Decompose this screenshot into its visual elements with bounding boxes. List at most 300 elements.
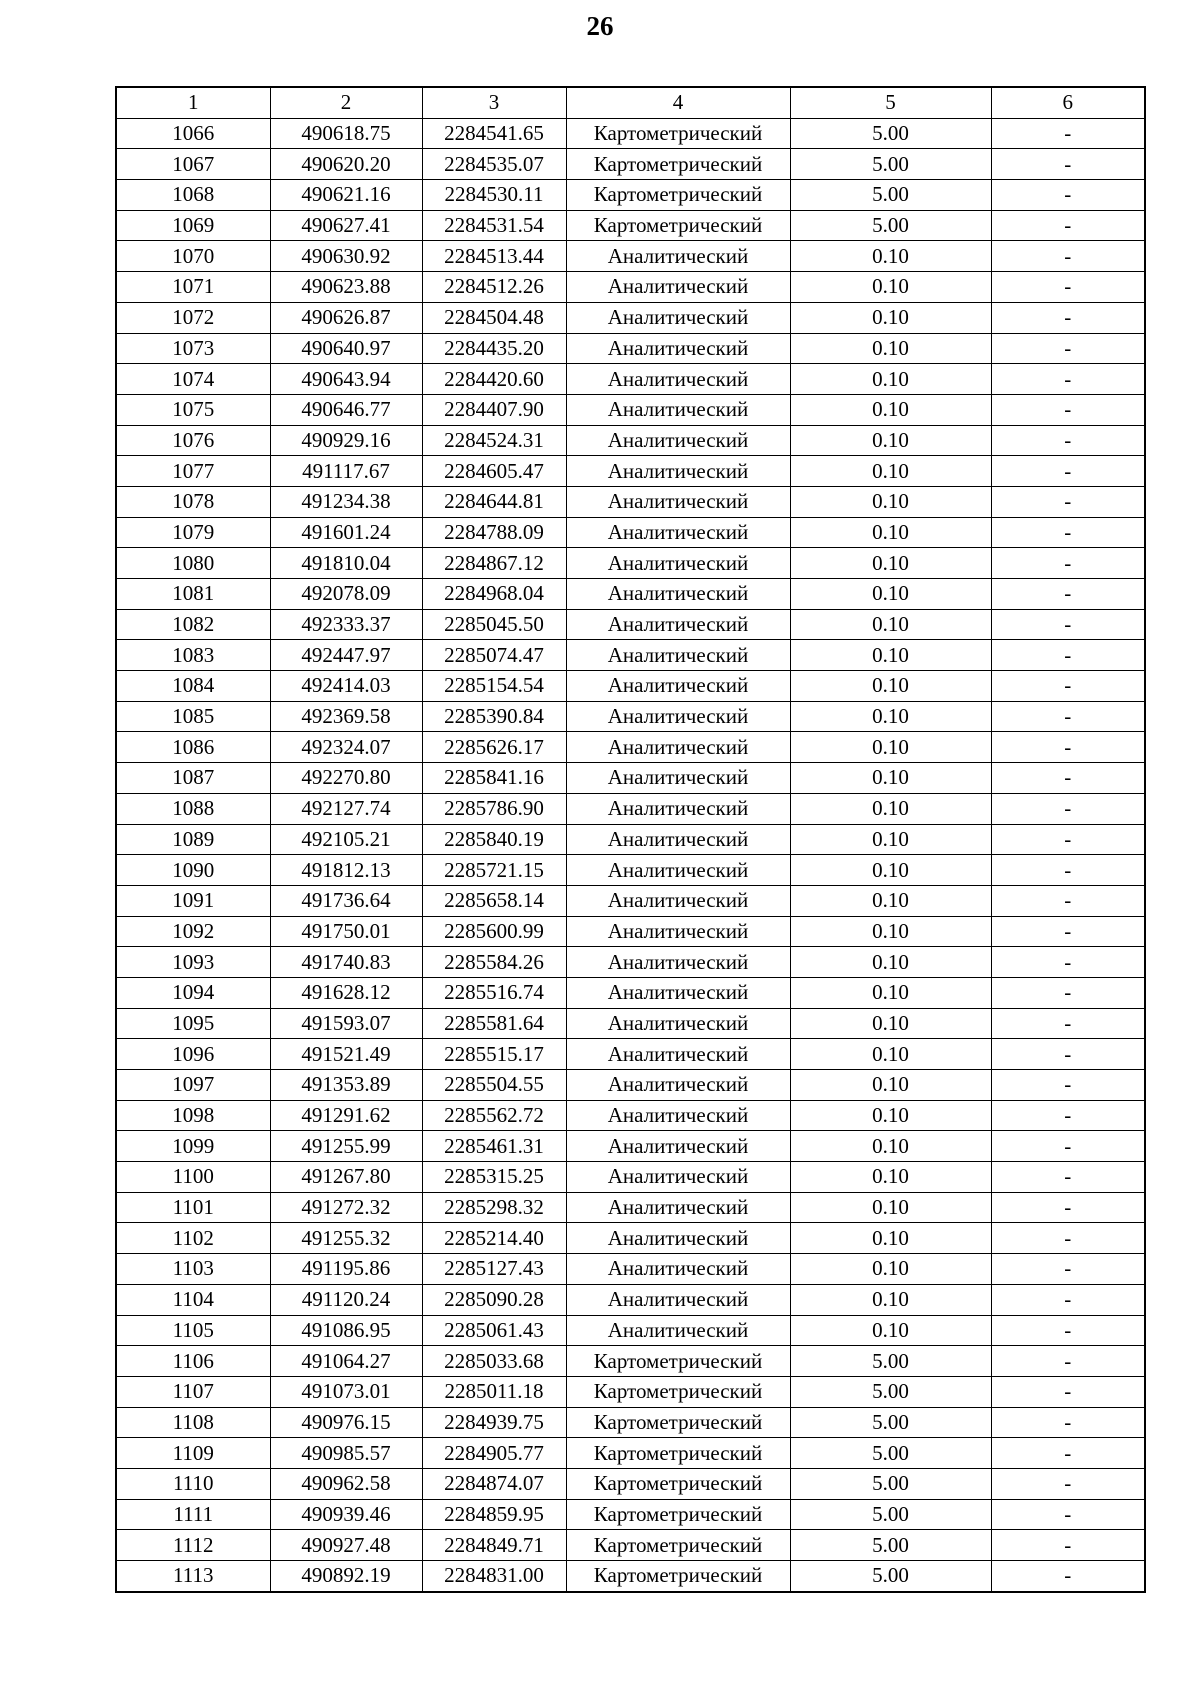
y-coordinate-cell: 2284531.54 <box>422 210 566 241</box>
note-cell: - <box>991 394 1145 425</box>
accuracy-cell: 5.00 <box>790 1407 991 1438</box>
table-row <box>116 1407 1145 1438</box>
note-cell: - <box>991 977 1145 1008</box>
method-cell: Картометрический <box>566 1407 790 1438</box>
point-number-cell: 1066 <box>116 118 270 149</box>
accuracy-cell: 0.10 <box>790 272 991 303</box>
accuracy-cell: 0.10 <box>790 517 991 548</box>
accuracy-cell: 5.00 <box>790 1530 991 1561</box>
y-coordinate-cell: 2284513.44 <box>422 241 566 272</box>
table-row <box>116 1192 1145 1223</box>
y-coordinate-cell: 2285154.54 <box>422 671 566 702</box>
note-cell: - <box>991 333 1145 364</box>
method-cell: Аналитический <box>566 1315 790 1346</box>
note-cell: - <box>991 241 1145 272</box>
accuracy-cell: 0.10 <box>790 1315 991 1346</box>
note-cell: - <box>991 885 1145 916</box>
note-cell: - <box>991 1499 1145 1530</box>
x-coordinate-cell: 492333.37 <box>270 609 422 640</box>
accuracy-cell: 0.10 <box>790 640 991 671</box>
accuracy-cell: 0.10 <box>790 579 991 610</box>
accuracy-cell: 0.10 <box>790 732 991 763</box>
point-number-cell: 1074 <box>116 364 270 395</box>
y-coordinate-cell: 2285298.32 <box>422 1192 566 1223</box>
method-cell: Аналитический <box>566 517 790 548</box>
accuracy-cell: 0.10 <box>790 1070 991 1101</box>
y-coordinate-cell: 2285581.64 <box>422 1008 566 1039</box>
method-cell: Аналитический <box>566 241 790 272</box>
table-row <box>116 824 1145 855</box>
accuracy-cell: 0.10 <box>790 1008 991 1039</box>
x-coordinate-cell: 492324.07 <box>270 732 422 763</box>
y-coordinate-cell: 2284512.26 <box>422 272 566 303</box>
accuracy-cell: 0.10 <box>790 1131 991 1162</box>
point-number-cell: 1100 <box>116 1162 270 1193</box>
x-coordinate-cell: 490927.48 <box>270 1530 422 1561</box>
method-cell: Аналитический <box>566 793 790 824</box>
accuracy-cell: 5.00 <box>790 118 991 149</box>
table-row <box>116 1376 1145 1407</box>
x-coordinate-cell: 490985.57 <box>270 1438 422 1469</box>
table-row <box>116 671 1145 702</box>
y-coordinate-cell: 2285011.18 <box>422 1376 566 1407</box>
x-coordinate-cell: 491073.01 <box>270 1376 422 1407</box>
point-number-cell: 1089 <box>116 824 270 855</box>
note-cell: - <box>991 1530 1145 1561</box>
point-number-cell: 1097 <box>116 1070 270 1101</box>
point-number-cell: 1068 <box>116 180 270 211</box>
accuracy-cell: 0.10 <box>790 824 991 855</box>
y-coordinate-cell: 2284867.12 <box>422 548 566 579</box>
accuracy-cell: 0.10 <box>790 456 991 487</box>
accuracy-cell: 0.10 <box>790 1039 991 1070</box>
point-number-cell: 1104 <box>116 1284 270 1315</box>
table-row <box>116 609 1145 640</box>
table-body <box>116 118 1145 1592</box>
y-coordinate-cell: 2284905.77 <box>422 1438 566 1469</box>
x-coordinate-cell: 492127.74 <box>270 793 422 824</box>
point-number-cell: 1080 <box>116 548 270 579</box>
column-header: 1 <box>116 87 270 118</box>
x-coordinate-cell: 491740.83 <box>270 947 422 978</box>
table-row <box>116 855 1145 886</box>
x-coordinate-cell: 492105.21 <box>270 824 422 855</box>
x-coordinate-cell: 491736.64 <box>270 885 422 916</box>
y-coordinate-cell: 2285390.84 <box>422 701 566 732</box>
method-cell: Аналитический <box>566 701 790 732</box>
method-cell: Аналитический <box>566 609 790 640</box>
method-cell: Аналитический <box>566 824 790 855</box>
accuracy-cell: 5.00 <box>790 210 991 241</box>
note-cell: - <box>991 149 1145 180</box>
method-cell: Аналитический <box>566 977 790 1008</box>
method-cell: Аналитический <box>566 394 790 425</box>
method-cell: Аналитический <box>566 732 790 763</box>
table-row <box>116 517 1145 548</box>
table-row <box>116 977 1145 1008</box>
accuracy-cell: 0.10 <box>790 977 991 1008</box>
x-coordinate-cell: 491812.13 <box>270 855 422 886</box>
note-cell: - <box>991 640 1145 671</box>
y-coordinate-cell: 2284535.07 <box>422 149 566 180</box>
y-coordinate-cell: 2284407.90 <box>422 394 566 425</box>
method-cell: Картометрический <box>566 210 790 241</box>
y-coordinate-cell: 2285516.74 <box>422 977 566 1008</box>
y-coordinate-cell: 2285045.50 <box>422 609 566 640</box>
accuracy-cell: 0.10 <box>790 793 991 824</box>
x-coordinate-cell: 490621.16 <box>270 180 422 211</box>
method-cell: Картометрический <box>566 1561 790 1592</box>
x-coordinate-cell: 490646.77 <box>270 394 422 425</box>
x-coordinate-cell: 491353.89 <box>270 1070 422 1101</box>
column-header: 2 <box>270 87 422 118</box>
x-coordinate-cell: 492078.09 <box>270 579 422 610</box>
y-coordinate-cell: 2285127.43 <box>422 1254 566 1285</box>
accuracy-cell: 0.10 <box>790 1100 991 1131</box>
point-number-cell: 1112 <box>116 1530 270 1561</box>
method-cell: Аналитический <box>566 1284 790 1315</box>
y-coordinate-cell: 2284504.48 <box>422 302 566 333</box>
y-coordinate-cell: 2285841.16 <box>422 763 566 794</box>
x-coordinate-cell: 491750.01 <box>270 916 422 947</box>
table-row <box>116 1284 1145 1315</box>
point-number-cell: 1106 <box>116 1346 270 1377</box>
accuracy-cell: 5.00 <box>790 1376 991 1407</box>
table-row <box>116 579 1145 610</box>
method-cell: Аналитический <box>566 885 790 916</box>
x-coordinate-cell: 492270.80 <box>270 763 422 794</box>
accuracy-cell: 5.00 <box>790 149 991 180</box>
x-coordinate-cell: 491601.24 <box>270 517 422 548</box>
table-row <box>116 180 1145 211</box>
y-coordinate-cell: 2284435.20 <box>422 333 566 364</box>
table-row <box>116 1223 1145 1254</box>
note-cell: - <box>991 609 1145 640</box>
table-row <box>116 1131 1145 1162</box>
method-cell: Аналитический <box>566 1100 790 1131</box>
method-cell: Картометрический <box>566 1438 790 1469</box>
note-cell: - <box>991 701 1145 732</box>
accuracy-cell: 0.10 <box>790 1254 991 1285</box>
note-cell: - <box>991 824 1145 855</box>
point-number-cell: 1108 <box>116 1407 270 1438</box>
accuracy-cell: 0.10 <box>790 885 991 916</box>
method-cell: Аналитический <box>566 272 790 303</box>
point-number-cell: 1077 <box>116 456 270 487</box>
y-coordinate-cell: 2285658.14 <box>422 885 566 916</box>
method-cell: Аналитический <box>566 916 790 947</box>
method-cell: Картометрический <box>566 1530 790 1561</box>
method-cell: Аналитический <box>566 333 790 364</box>
table-row <box>116 456 1145 487</box>
accuracy-cell: 5.00 <box>790 180 991 211</box>
y-coordinate-cell: 2284849.71 <box>422 1530 566 1561</box>
x-coordinate-cell: 490976.15 <box>270 1407 422 1438</box>
table-row <box>116 272 1145 303</box>
y-coordinate-cell: 2284788.09 <box>422 517 566 548</box>
table-row <box>116 302 1145 333</box>
y-coordinate-cell: 2285074.47 <box>422 640 566 671</box>
method-cell: Аналитический <box>566 640 790 671</box>
x-coordinate-cell: 491086.95 <box>270 1315 422 1346</box>
x-coordinate-cell: 491593.07 <box>270 1008 422 1039</box>
point-number-cell: 1109 <box>116 1438 270 1469</box>
method-cell: Картометрический <box>566 118 790 149</box>
y-coordinate-cell: 2284530.11 <box>422 180 566 211</box>
note-cell: - <box>991 579 1145 610</box>
table-row <box>116 916 1145 947</box>
point-number-cell: 1072 <box>116 302 270 333</box>
note-cell: - <box>991 671 1145 702</box>
x-coordinate-cell: 491267.80 <box>270 1162 422 1193</box>
y-coordinate-cell: 2285626.17 <box>422 732 566 763</box>
accuracy-cell: 0.10 <box>790 947 991 978</box>
note-cell: - <box>991 517 1145 548</box>
x-coordinate-cell: 492447.97 <box>270 640 422 671</box>
accuracy-cell: 5.00 <box>790 1499 991 1530</box>
x-coordinate-cell: 491255.32 <box>270 1223 422 1254</box>
table-row <box>116 1039 1145 1070</box>
point-number-cell: 1083 <box>116 640 270 671</box>
x-coordinate-cell: 490623.88 <box>270 272 422 303</box>
point-number-cell: 1067 <box>116 149 270 180</box>
point-number-cell: 1094 <box>116 977 270 1008</box>
x-coordinate-cell: 491272.32 <box>270 1192 422 1223</box>
table-row <box>116 1438 1145 1469</box>
table-header-row <box>116 87 1145 118</box>
note-cell: - <box>991 1039 1145 1070</box>
x-coordinate-cell: 492414.03 <box>270 671 422 702</box>
note-cell: - <box>991 1070 1145 1101</box>
y-coordinate-cell: 2285515.17 <box>422 1039 566 1070</box>
note-cell: - <box>991 1407 1145 1438</box>
note-cell: - <box>991 1561 1145 1592</box>
accuracy-cell: 0.10 <box>790 1284 991 1315</box>
column-header: 6 <box>991 87 1145 118</box>
x-coordinate-cell: 490627.41 <box>270 210 422 241</box>
method-cell: Аналитический <box>566 1070 790 1101</box>
x-coordinate-cell: 490962.58 <box>270 1468 422 1499</box>
note-cell: - <box>991 732 1145 763</box>
table-row <box>116 548 1145 579</box>
point-number-cell: 1082 <box>116 609 270 640</box>
x-coordinate-cell: 490640.97 <box>270 333 422 364</box>
point-number-cell: 1081 <box>116 579 270 610</box>
y-coordinate-cell: 2285090.28 <box>422 1284 566 1315</box>
note-cell: - <box>991 1284 1145 1315</box>
x-coordinate-cell: 491255.99 <box>270 1131 422 1162</box>
coordinates-table <box>115 86 1146 1593</box>
table-row <box>116 1561 1145 1592</box>
note-cell: - <box>991 180 1145 211</box>
table-row <box>116 1162 1145 1193</box>
y-coordinate-cell: 2284859.95 <box>422 1499 566 1530</box>
point-number-cell: 1088 <box>116 793 270 824</box>
accuracy-cell: 0.10 <box>790 394 991 425</box>
table-row <box>116 1100 1145 1131</box>
table-row <box>116 1070 1145 1101</box>
y-coordinate-cell: 2284605.47 <box>422 456 566 487</box>
table-row <box>116 947 1145 978</box>
table-row <box>116 425 1145 456</box>
note-cell: - <box>991 947 1145 978</box>
x-coordinate-cell: 490626.87 <box>270 302 422 333</box>
y-coordinate-cell: 2285562.72 <box>422 1100 566 1131</box>
note-cell: - <box>991 425 1145 456</box>
note-cell: - <box>991 1315 1145 1346</box>
accuracy-cell: 5.00 <box>790 1561 991 1592</box>
y-coordinate-cell: 2284968.04 <box>422 579 566 610</box>
note-cell: - <box>991 1008 1145 1039</box>
x-coordinate-cell: 491064.27 <box>270 1346 422 1377</box>
table-row <box>116 1254 1145 1285</box>
table-row <box>116 1315 1145 1346</box>
y-coordinate-cell: 2284939.75 <box>422 1407 566 1438</box>
table-row <box>116 1346 1145 1377</box>
y-coordinate-cell: 2285721.15 <box>422 855 566 886</box>
accuracy-cell: 0.10 <box>790 609 991 640</box>
x-coordinate-cell: 491521.49 <box>270 1039 422 1070</box>
y-coordinate-cell: 2284831.00 <box>422 1561 566 1592</box>
point-number-cell: 1107 <box>116 1376 270 1407</box>
point-number-cell: 1070 <box>116 241 270 272</box>
table-row <box>116 364 1145 395</box>
accuracy-cell: 0.10 <box>790 302 991 333</box>
accuracy-cell: 0.10 <box>790 425 991 456</box>
x-coordinate-cell: 490643.94 <box>270 364 422 395</box>
x-coordinate-cell: 490892.19 <box>270 1561 422 1592</box>
method-cell: Аналитический <box>566 425 790 456</box>
accuracy-cell: 0.10 <box>790 364 991 395</box>
note-cell: - <box>991 1192 1145 1223</box>
note-cell: - <box>991 1468 1145 1499</box>
method-cell: Аналитический <box>566 456 790 487</box>
point-number-cell: 1101 <box>116 1192 270 1223</box>
point-number-cell: 1090 <box>116 855 270 886</box>
method-cell: Аналитический <box>566 1162 790 1193</box>
method-cell: Аналитический <box>566 302 790 333</box>
point-number-cell: 1111 <box>116 1499 270 1530</box>
accuracy-cell: 0.10 <box>790 671 991 702</box>
y-coordinate-cell: 2284420.60 <box>422 364 566 395</box>
accuracy-cell: 0.10 <box>790 916 991 947</box>
note-cell: - <box>991 364 1145 395</box>
y-coordinate-cell: 2284524.31 <box>422 425 566 456</box>
table-row <box>116 1008 1145 1039</box>
accuracy-cell: 0.10 <box>790 333 991 364</box>
table-row <box>116 793 1145 824</box>
method-cell: Картометрический <box>566 1346 790 1377</box>
page-number: 26 <box>586 11 614 41</box>
table-row <box>116 640 1145 671</box>
accuracy-cell: 0.10 <box>790 855 991 886</box>
point-number-cell: 1085 <box>116 701 270 732</box>
note-cell: - <box>991 456 1145 487</box>
accuracy-cell: 5.00 <box>790 1438 991 1469</box>
table-row <box>116 763 1145 794</box>
method-cell: Картометрический <box>566 149 790 180</box>
accuracy-cell: 0.10 <box>790 763 991 794</box>
point-number-cell: 1069 <box>116 210 270 241</box>
x-coordinate-cell: 492369.58 <box>270 701 422 732</box>
method-cell: Картометрический <box>566 180 790 211</box>
x-coordinate-cell: 490929.16 <box>270 425 422 456</box>
y-coordinate-cell: 2285315.25 <box>422 1162 566 1193</box>
table-row <box>116 732 1145 763</box>
y-coordinate-cell: 2285033.68 <box>422 1346 566 1377</box>
y-coordinate-cell: 2285504.55 <box>422 1070 566 1101</box>
table-row <box>116 486 1145 517</box>
method-cell: Аналитический <box>566 486 790 517</box>
y-coordinate-cell: 2285061.43 <box>422 1315 566 1346</box>
table-row <box>116 701 1145 732</box>
note-cell: - <box>991 1438 1145 1469</box>
note-cell: - <box>991 1100 1145 1131</box>
point-number-cell: 1076 <box>116 425 270 456</box>
method-cell: Аналитический <box>566 671 790 702</box>
accuracy-cell: 0.10 <box>790 701 991 732</box>
point-number-cell: 1095 <box>116 1008 270 1039</box>
note-cell: - <box>991 548 1145 579</box>
accuracy-cell: 0.10 <box>790 1223 991 1254</box>
x-coordinate-cell: 491195.86 <box>270 1254 422 1285</box>
method-cell: Картометрический <box>566 1499 790 1530</box>
accuracy-cell: 0.10 <box>790 1192 991 1223</box>
note-cell: - <box>991 486 1145 517</box>
method-cell: Аналитический <box>566 855 790 886</box>
point-number-cell: 1093 <box>116 947 270 978</box>
point-number-cell: 1087 <box>116 763 270 794</box>
column-header: 5 <box>790 87 991 118</box>
x-coordinate-cell: 490939.46 <box>270 1499 422 1530</box>
table-row <box>116 241 1145 272</box>
method-cell: Аналитический <box>566 548 790 579</box>
table-row <box>116 1499 1145 1530</box>
method-cell: Аналитический <box>566 1254 790 1285</box>
note-cell: - <box>991 793 1145 824</box>
point-number-cell: 1113 <box>116 1561 270 1592</box>
table-row <box>116 1468 1145 1499</box>
accuracy-cell: 0.10 <box>790 486 991 517</box>
table-row <box>116 210 1145 241</box>
note-cell: - <box>991 1162 1145 1193</box>
x-coordinate-cell: 490620.20 <box>270 149 422 180</box>
method-cell: Аналитический <box>566 1192 790 1223</box>
point-number-cell: 1102 <box>116 1223 270 1254</box>
method-cell: Картометрический <box>566 1468 790 1499</box>
note-cell: - <box>991 1254 1145 1285</box>
point-number-cell: 1092 <box>116 916 270 947</box>
x-coordinate-cell: 491234.38 <box>270 486 422 517</box>
point-number-cell: 1078 <box>116 486 270 517</box>
accuracy-cell: 0.10 <box>790 1162 991 1193</box>
x-coordinate-cell: 491628.12 <box>270 977 422 1008</box>
table-row <box>116 885 1145 916</box>
method-cell: Аналитический <box>566 364 790 395</box>
method-cell: Аналитический <box>566 1223 790 1254</box>
note-cell: - <box>991 1376 1145 1407</box>
point-number-cell: 1105 <box>116 1315 270 1346</box>
y-coordinate-cell: 2285600.99 <box>422 916 566 947</box>
point-number-cell: 1110 <box>116 1468 270 1499</box>
x-coordinate-cell: 491291.62 <box>270 1100 422 1131</box>
accuracy-cell: 0.10 <box>790 241 991 272</box>
method-cell: Аналитический <box>566 947 790 978</box>
note-cell: - <box>991 1346 1145 1377</box>
table-row <box>116 333 1145 364</box>
accuracy-cell: 5.00 <box>790 1346 991 1377</box>
method-cell: Аналитический <box>566 579 790 610</box>
